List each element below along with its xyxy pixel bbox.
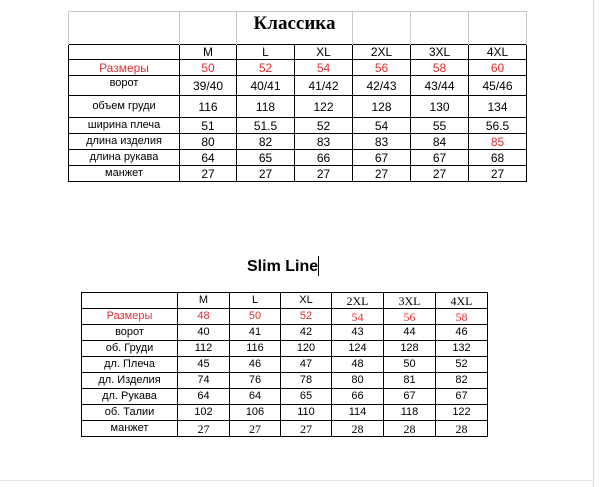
- cell: 27: [178, 421, 230, 437]
- cell: 106: [230, 405, 281, 421]
- cell: 122: [295, 96, 353, 118]
- row-label: манжет: [69, 166, 180, 182]
- table-row: [69, 134, 527, 150]
- cell: 44: [384, 325, 436, 341]
- cell: 68: [469, 150, 527, 166]
- klassika-size-table: [68, 11, 527, 182]
- row-label: об. Груди: [82, 341, 178, 357]
- table-row: [69, 76, 527, 96]
- cell: 118: [384, 405, 436, 421]
- cell: 76: [230, 373, 281, 389]
- cell: 114: [332, 405, 384, 421]
- size-header: L: [230, 293, 281, 309]
- cell: 48: [332, 357, 384, 373]
- cell: 45: [178, 357, 230, 373]
- cell: 51: [180, 118, 237, 134]
- cell: 41: [230, 325, 281, 341]
- size-header: 3XL: [411, 45, 469, 60]
- size-header: 2XL: [353, 45, 411, 60]
- cell: 43: [332, 325, 384, 341]
- cell: 78: [281, 373, 332, 389]
- cell: 122: [436, 405, 488, 421]
- cell: 118: [237, 96, 295, 118]
- slim-size-header-row: [82, 293, 488, 309]
- row-label: дл. Изделия: [82, 373, 178, 389]
- cell: 102: [178, 405, 230, 421]
- cell: 67: [411, 150, 469, 166]
- size-header: 2XL: [332, 293, 384, 309]
- klassika-title: Классика: [237, 12, 353, 45]
- size-header: 4XL: [436, 293, 488, 309]
- text-cursor: [318, 256, 319, 276]
- table-row: [82, 325, 488, 341]
- cell: 54: [295, 60, 353, 76]
- row-label: длина рукава: [69, 150, 180, 166]
- cell: 54: [353, 118, 411, 134]
- cell: 27: [411, 166, 469, 182]
- cell: 58: [436, 309, 488, 325]
- cell: 80: [332, 373, 384, 389]
- table-row: [82, 357, 488, 373]
- cell: 124: [332, 341, 384, 357]
- cell: 42: [281, 325, 332, 341]
- cell: 85: [469, 134, 527, 150]
- row-label: дл. Плеча: [82, 357, 178, 373]
- size-header: M: [180, 45, 237, 60]
- cell: 45/46: [469, 76, 527, 96]
- cell: 52: [281, 309, 332, 325]
- size-header: M: [178, 293, 230, 309]
- cell: 41/42: [295, 76, 353, 96]
- cell: 39/40: [180, 76, 237, 96]
- row-label: об. Талии: [82, 405, 178, 421]
- table-row: [82, 341, 488, 357]
- cell: 130: [411, 96, 469, 118]
- cell: 65: [237, 150, 295, 166]
- cell: 67: [384, 389, 436, 405]
- cell: 66: [295, 150, 353, 166]
- cell: 48: [178, 309, 230, 325]
- cell: 64: [178, 389, 230, 405]
- cell: 56: [353, 60, 411, 76]
- cell: 28: [384, 421, 436, 437]
- row-label: объем груди: [69, 96, 180, 118]
- cell: 27: [353, 166, 411, 182]
- cell: 83: [353, 134, 411, 150]
- table-row: [69, 166, 527, 182]
- cell: 116: [230, 341, 281, 357]
- klassika-size-header-row: [69, 45, 527, 60]
- table-row: [69, 96, 527, 118]
- page-edge: [593, 0, 594, 487]
- row-label: ширина плеча: [69, 118, 180, 134]
- cell: 50: [230, 309, 281, 325]
- row-label: ворот: [69, 76, 180, 96]
- cell: 27: [295, 166, 353, 182]
- table-row: [82, 309, 488, 325]
- cell: 65: [281, 389, 332, 405]
- cell: 52: [295, 118, 353, 134]
- cell: 46: [230, 357, 281, 373]
- cell: 82: [436, 373, 488, 389]
- slim-line-title: Slim Line: [247, 258, 319, 275]
- cell: 51.5: [237, 118, 295, 134]
- table-row: [69, 60, 527, 76]
- size-header: XL: [281, 293, 332, 309]
- size-header: 3XL: [384, 293, 436, 309]
- cell: 81: [384, 373, 436, 389]
- cell: 128: [384, 341, 436, 357]
- cell: 50: [384, 357, 436, 373]
- cell: 55: [411, 118, 469, 134]
- cell: 40: [178, 325, 230, 341]
- cell: 40/41: [237, 76, 295, 96]
- cell: 80: [180, 134, 237, 150]
- cell: 28: [332, 421, 384, 437]
- row-label: Размеры: [82, 309, 178, 325]
- cell: 84: [411, 134, 469, 150]
- size-header: XL: [295, 45, 353, 60]
- cell: 82: [237, 134, 295, 150]
- cell: 42/43: [353, 76, 411, 96]
- cell: 47: [281, 357, 332, 373]
- cell: 74: [178, 373, 230, 389]
- row-label: манжет: [82, 421, 178, 437]
- cell: 27: [281, 421, 332, 437]
- cell: 67: [436, 389, 488, 405]
- page-bottom-edge: [0, 480, 594, 481]
- row-label: длина изделия: [69, 134, 180, 150]
- cell: 54: [332, 309, 384, 325]
- slim-line-size-table: [81, 292, 488, 437]
- table-row: [82, 389, 488, 405]
- cell: 67: [353, 150, 411, 166]
- cell: 116: [180, 96, 237, 118]
- cell: 128: [353, 96, 411, 118]
- cell: 46: [436, 325, 488, 341]
- cell: 28: [436, 421, 488, 437]
- cell: 66: [332, 389, 384, 405]
- cell: 134: [469, 96, 527, 118]
- cell: 64: [180, 150, 237, 166]
- cell: 56.5: [469, 118, 527, 134]
- cell: 27: [237, 166, 295, 182]
- cell: 43/44: [411, 76, 469, 96]
- cell: 132: [436, 341, 488, 357]
- table-row: [69, 118, 527, 134]
- cell: 56: [384, 309, 436, 325]
- cell: 60: [469, 60, 527, 76]
- cell: 112: [178, 341, 230, 357]
- table-row: [82, 373, 488, 389]
- row-label: Размеры: [69, 60, 180, 76]
- cell: 83: [295, 134, 353, 150]
- cell: 120: [281, 341, 332, 357]
- table-row: [82, 405, 488, 421]
- klassika-title-row: [69, 12, 527, 45]
- table-row: [69, 150, 527, 166]
- table-row: [82, 421, 488, 437]
- cell: 27: [230, 421, 281, 437]
- cell: 50: [180, 60, 237, 76]
- cell: 52: [237, 60, 295, 76]
- row-label: дл. Рукава: [82, 389, 178, 405]
- cell: 27: [469, 166, 527, 182]
- cell: 52: [436, 357, 488, 373]
- cell: 110: [281, 405, 332, 421]
- size-header: L: [237, 45, 295, 60]
- cell: 58: [411, 60, 469, 76]
- cell: 27: [180, 166, 237, 182]
- cell: 64: [230, 389, 281, 405]
- row-label: ворот: [82, 325, 178, 341]
- size-header: 4XL: [469, 45, 527, 60]
